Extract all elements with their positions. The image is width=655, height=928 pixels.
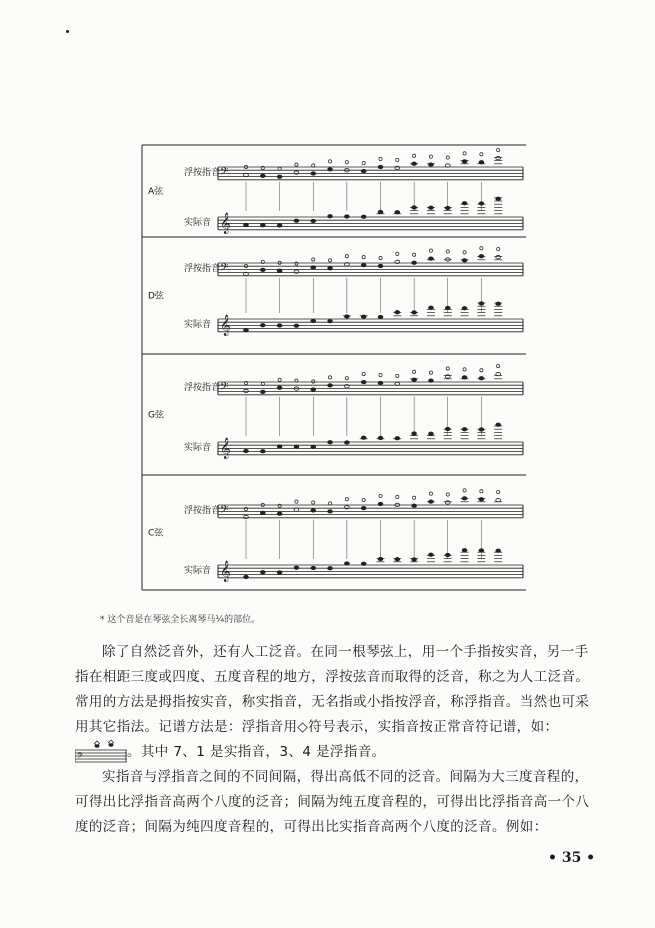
treble-clef: 𝄞 bbox=[220, 438, 231, 459]
body-text bbox=[75, 640, 595, 840]
actual-sound-label: 实际音 bbox=[184, 320, 212, 330]
bass-clef: 𝄢 bbox=[220, 504, 229, 519]
svg-text:𝄢: 𝄢 bbox=[77, 752, 84, 763]
string-label: D弦 bbox=[148, 291, 164, 302]
string-label: C弦 bbox=[148, 528, 164, 539]
harmonic-label: 浮按指音 bbox=[184, 264, 221, 274]
actual-sound-label: 实际音 bbox=[184, 566, 212, 576]
footnote: * 这个音是在琴弦全长离琴马¼的部位。 bbox=[100, 615, 261, 625]
treble-clef: 𝄞 bbox=[220, 213, 231, 234]
treble-clef: 𝄞 bbox=[220, 315, 231, 336]
paragraph-1 bbox=[75, 640, 595, 765]
harmonic-label: 浮按指音 bbox=[184, 168, 221, 178]
harmonic-label: 浮按指音 bbox=[184, 506, 221, 516]
paragraph-1-text: 除了自然泛音外，还有人工泛音。在同一根琴弦上，用一个手指按实音，另一手指在相距三度或四度、五度音程的地方，浮按弦音而取得的泛音，称之为人工泛音。常用的方法是拇指按实音，称实指音，无名指或小指按浮音，称浮指音。当然也可采用其它指法。记谱方法是：浮指音用◇符号表示，实指音按正常音符记谱，如： bbox=[75, 644, 590, 735]
inline-notation-example bbox=[75, 740, 127, 764]
page-number: • 35 • bbox=[548, 850, 596, 866]
string-label: G弦 bbox=[148, 410, 164, 421]
paragraph-1-tail: 。其中 7、1 是实指音，3、4 是浮指音。 bbox=[127, 744, 386, 760]
treble-clef: 𝄞 bbox=[220, 561, 231, 582]
harmonics-score-table bbox=[140, 125, 535, 595]
harmonic-label: 浮按指音 bbox=[184, 383, 221, 393]
bass-clef: 𝄢 bbox=[220, 166, 229, 181]
page-speck bbox=[66, 30, 69, 33]
actual-sound-label: 实际音 bbox=[184, 443, 212, 453]
paragraph-2: 实指音与浮指音之间的不同间隔，得出高低不同的泛音。间隔为大三度音程的，可得出比浮指音高两个八度的泛音；间隔为纯五度音程的，可得出比浮指音高一个八度的泛音；间隔为纯四度音程的，可得出比实指音高两个八度的泛音。例如： bbox=[75, 769, 590, 835]
bass-clef: 𝄢 bbox=[220, 262, 229, 277]
actual-sound-label: 实际音 bbox=[184, 218, 212, 228]
bass-clef: 𝄢 bbox=[220, 381, 229, 396]
string-label: A弦 bbox=[148, 187, 164, 197]
